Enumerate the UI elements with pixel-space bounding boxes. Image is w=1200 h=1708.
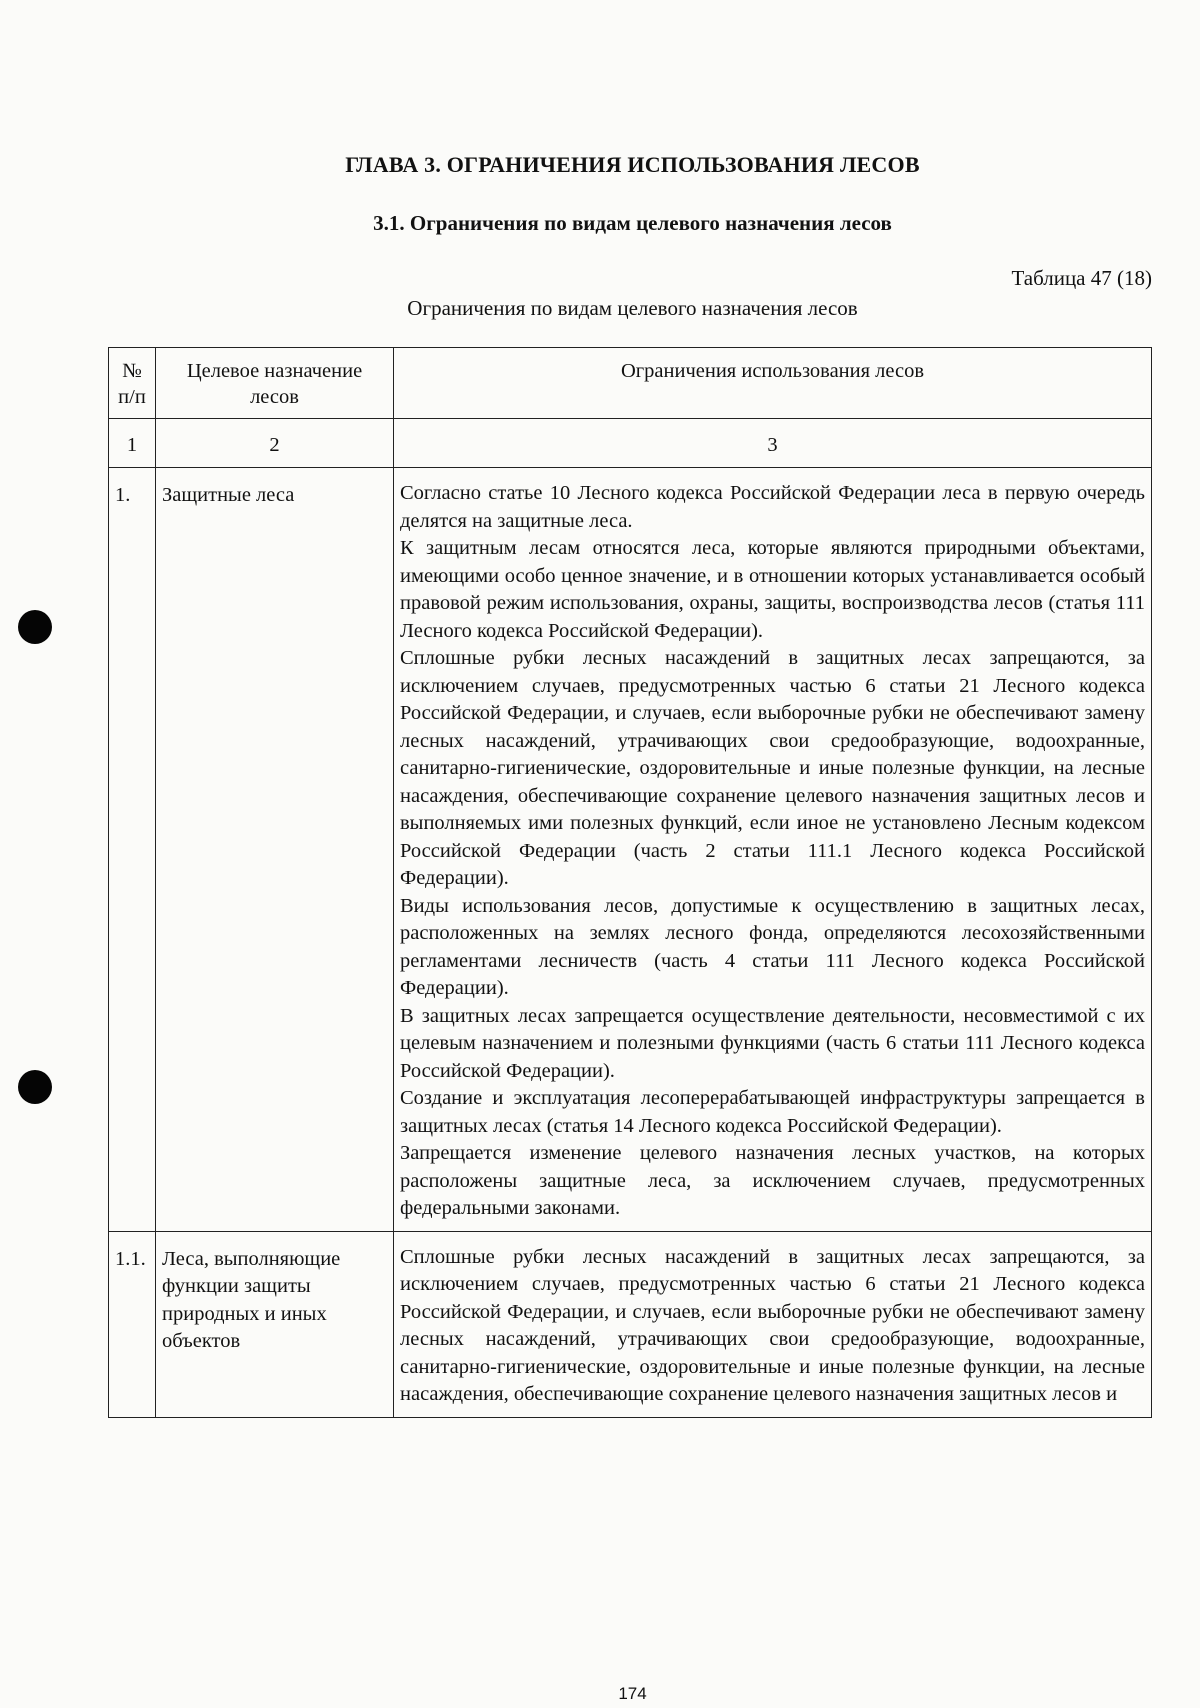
table-number: Таблица 47 (18) [1011, 266, 1152, 290]
table-row [109, 468, 1152, 1232]
column-index: 2 [156, 419, 394, 468]
restriction-paragraph: Сплошные рубки лесных насаждений в защитных лесах запрещаются, за исключением случаев, предусмотренных частью 6 статьи 21 Лесного кодекса Российской Федерации, и случаев, если выборочные рубки не обеспечивают замену лесных насаждений, утрачивающих свои средообразующие, водоохранные, санитарно-гигиенические, оздоровительные и иные полезные функции, на лесные насаждения, обеспечивающие сохранение целевого назначения защитных лесов и выполняемых ими полезных функций, если иное не установлено Лесным кодексом Российской Федерации (часть 2 статьи 111.1 Лесного кодекса Российской Федерации). [400, 647, 1145, 889]
table-header-row [109, 348, 1152, 419]
row-purpose: Леса, выполняющие функции защиты природных и иных объектов [156, 1231, 394, 1417]
row-purpose: Защитные леса [156, 468, 394, 1232]
row-restrictions [394, 468, 1152, 1232]
column-index: 3 [394, 419, 1152, 468]
header-purpose: Целевое назначение лесов [156, 348, 394, 419]
punch-hole [18, 1070, 52, 1104]
page-number: 174 [618, 1684, 647, 1703]
row-restrictions [394, 1231, 1152, 1417]
restriction-paragraph: Запрещается изменение целевого назначения лесных участков, на которых расположены защитные леса, за исключением случаев, предусмотренных федеральными законами. [400, 1142, 1145, 1219]
restriction-paragraph: Сплошные рубки лесных насаждений в защитных лесах запрещаются, за исключением случаев, предусмотренных частью 6 статьи 21 Лесного кодекса Российской Федерации, и случаев, если выборочные рубки не обеспечивают замену лесных насаждений, утрачивающих свои средообразующие, водоохранные, санитарно-гигиенические, оздоровительные и иные полезные функции, на лесные насаждения, обеспечивающие сохранение целевого назначения защитных лесов и [400, 1245, 1145, 1405]
punch-hole [18, 610, 52, 644]
row-number: 1.1. [109, 1231, 156, 1417]
header-restrictions: Ограничения использования лесов [394, 348, 1152, 419]
restriction-paragraph: Создание и эксплуатация лесоперерабатывающей инфраструктуры запрещается в защитных лесах (статья 14 Лесного кодекса Российской Федерации). [400, 1087, 1145, 1137]
table-caption: Ограничения по видам целевого назначения лесов [407, 296, 858, 320]
restriction-paragraph: Виды использования лесов, допустимые к осуществлению в защитных лесах, расположенных на землях лесного фонда, определяются лесохозяйственными регламентами лесничеств (часть 4 статьи 111 Лесного кодекса Российской Федерации). [400, 894, 1145, 999]
chapter-title: ГЛАВА 3. ОГРАНИЧЕНИЯ ИСПОЛЬЗОВАНИЯ ЛЕСОВ [345, 152, 920, 177]
section-title: 3.1. Ограничения по видам целевого назначения лесов [373, 211, 892, 235]
restriction-paragraph: К защитным лесам относятся леса, которые являются природными объектами, имеющими особо ценное значение, и в отношении которых устанавливается особый правовой режим использования, охраны, защиты, воспроизводства лесов (статья 111 Лесного кодекса Российской Федерации). [400, 537, 1145, 642]
header-num: № п/п [109, 348, 156, 419]
column-index-row [109, 419, 1152, 468]
restriction-paragraph: Согласно статье 10 Лесного кодекса Российской Федерации леса в первую очередь делятся на защитные леса. [400, 482, 1145, 532]
table-row [109, 1231, 1152, 1417]
restrictions-table [108, 347, 1152, 1418]
column-index: 1 [109, 419, 156, 468]
restriction-paragraph: В защитных лесах запрещается осуществление деятельности, несовместимой с их целевым назначением и полезными функциями (часть 6 статьи 111 Лесного кодекса Российской Федерации). [400, 1004, 1145, 1082]
row-number: 1. [109, 468, 156, 1232]
